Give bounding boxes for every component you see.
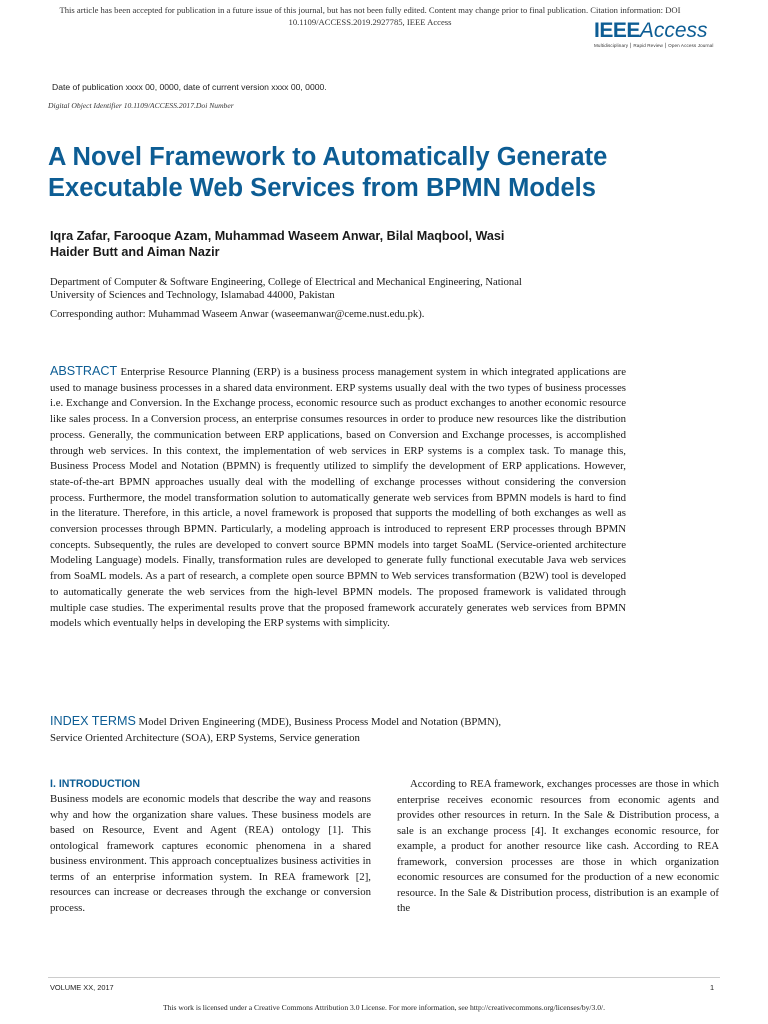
footer-divider [48, 977, 720, 978]
affiliation-line-1: Department of Computer & Software Engineering, College of Electrical and Mechanical Engineering, National [50, 277, 522, 288]
title-line-2: Executable Web Services from BPMN Models [48, 174, 596, 202]
volume-label: VOLUME XX, 2017 [50, 983, 114, 992]
logo-wordmark [594, 20, 744, 42]
page-number: 1 [710, 983, 715, 992]
publication-dates: Date of publication xxxx 00, 0000, date of current version xxxx 00, 0000. [52, 82, 327, 92]
introduction-heading: I. INTRODUCTION [50, 778, 141, 790]
index-terms-line-1: Model Driven Engineering (MDE), Business Process Model and Notation (BPMN), [138, 716, 502, 728]
affiliation [50, 276, 650, 302]
abstract-text: Enterprise Resource Planning (ERP) is a business process management system in which integrated applications are used to manage business processes in a shared data environment. ERP systems usually deal with the two types of business processes i.e. Exchange and Conversion. In the Exchange process, economic resource such as product exchanges to another economic resource like sales process. In a Conversion process, an enterprise consumes resources in order to produce new resources like the distribution process. Generally, the communication between ERP applications, based on Conversion and Exchange processes, is accomplished through web services. In this context, the implementation of web services in ERP systems is a complex task. To manage this, Business Process Model and Notation (BPMN) is frequently utilized to simplify the development of ERP applications. However, state-of-the-art BPMN approaches usually deal with the modelling of exchange processes without considering the conversion process. Furthermore, the model transformation solution to automatically generate web services from BPMN models is hard to find in the literature. Therefore, in this article, a novel framework is proposed that supports the modelling of both exchanges as well as conversion processes through BPMN. Particularly, a modeling approach is introduced to represent ERP processes through BPMN concepts. Subsequently, the rules are developed to convert source BPMN models into target SoaML (Service-oriented architecture Modeling Language) models. Finally, transformation rules are developed to generate fully functional executable Java web services from SoaML models. As a part of research, a complete open source BPMN to Web services transformation (B2W) tool is developed to automatically generate the web services from the high-level BPMN models. The proposed framework is validated through multiple case studies. The experimental results prove that the proposed framework accurately generates web services from BPMN models which eventually helps in developing the ERP systems with simplicity. [50, 366, 627, 630]
index-terms-block [50, 714, 626, 746]
notice-line-2: 10.1109/ACCESS.2019.2927785, IEEE Access [288, 17, 452, 27]
logo-tagline: Multidisciplinary ⎮ Rapid Review ⎮ Open Access Journal [594, 43, 714, 48]
abstract-block [50, 364, 626, 632]
logo-italic: Access [639, 19, 708, 42]
left-column [50, 777, 371, 916]
corresponding-author: Corresponding author: Muhammad Waseem Anwar (waseemanwar@ceme.nust.edu.pk). [50, 309, 425, 320]
intro-paragraph-left: Business models are economic models that describe the way and reasons why and how the organization share values. These business models are based on Resource, Event and Agent (REA) ontology [1]. This ontological framework captures economic phenomena in a shared business environment. This approach conceptualizes business activities in terms of an enterprise information system. In REA framework [2], resources can increase or decreases through the exchange or conversion process. [50, 793, 371, 914]
title-line-1: A Novel Framework to Automatically Generate [48, 143, 608, 171]
logo-bold: IEEE [594, 19, 640, 42]
paper-title [48, 142, 738, 204]
doi-line: Digital Object Identifier 10.1109/ACCESS.2017.Doi Number [48, 101, 234, 110]
abstract-heading: ABSTRACT [50, 364, 118, 378]
authors-line-2: Haider Butt and Aiman Nazir [50, 245, 220, 259]
author-list [50, 228, 610, 260]
index-terms-line-2: Service Oriented Architecture (SOA), ERP Systems, Service generation [50, 731, 360, 744]
affiliation-line-2: University of Sciences and Technology, Islamabad 44000, Pakistan [50, 290, 335, 301]
index-terms-heading: INDEX TERMS [50, 714, 136, 728]
license-notice: This work is licensed under a Creative Commons Attribution 3.0 License. For more information, see http://creativecommons.org/licenses/by/3.0/. [162, 1003, 606, 1012]
authors-line-1: Iqra Zafar, Farooque Azam, Muhammad Waseem Anwar, Bilal Maqbool, Wasi [50, 229, 505, 243]
right-column [397, 777, 719, 917]
notice-line-1: This article has been accepted for publication in a future issue of this journal, but has not been fully edited. Content may change prior to final publication. Citation information: DOI [59, 5, 681, 15]
journal-logo [594, 20, 744, 49]
intro-paragraph-right: According to REA framework, exchanges processes are those in which enterprise receives economic resources from economic agents and provides other resources in return. In the Sale & Distribution process, a sale is an exchange process [4]. It exchanges economic resource, for example, a product for another resource like cash. According to REA framework, conversion processes are those in which organization economic resources are consumed for the production of a new economic resource. In the Sale & Distribution process, distribution is an example of the [397, 778, 719, 914]
